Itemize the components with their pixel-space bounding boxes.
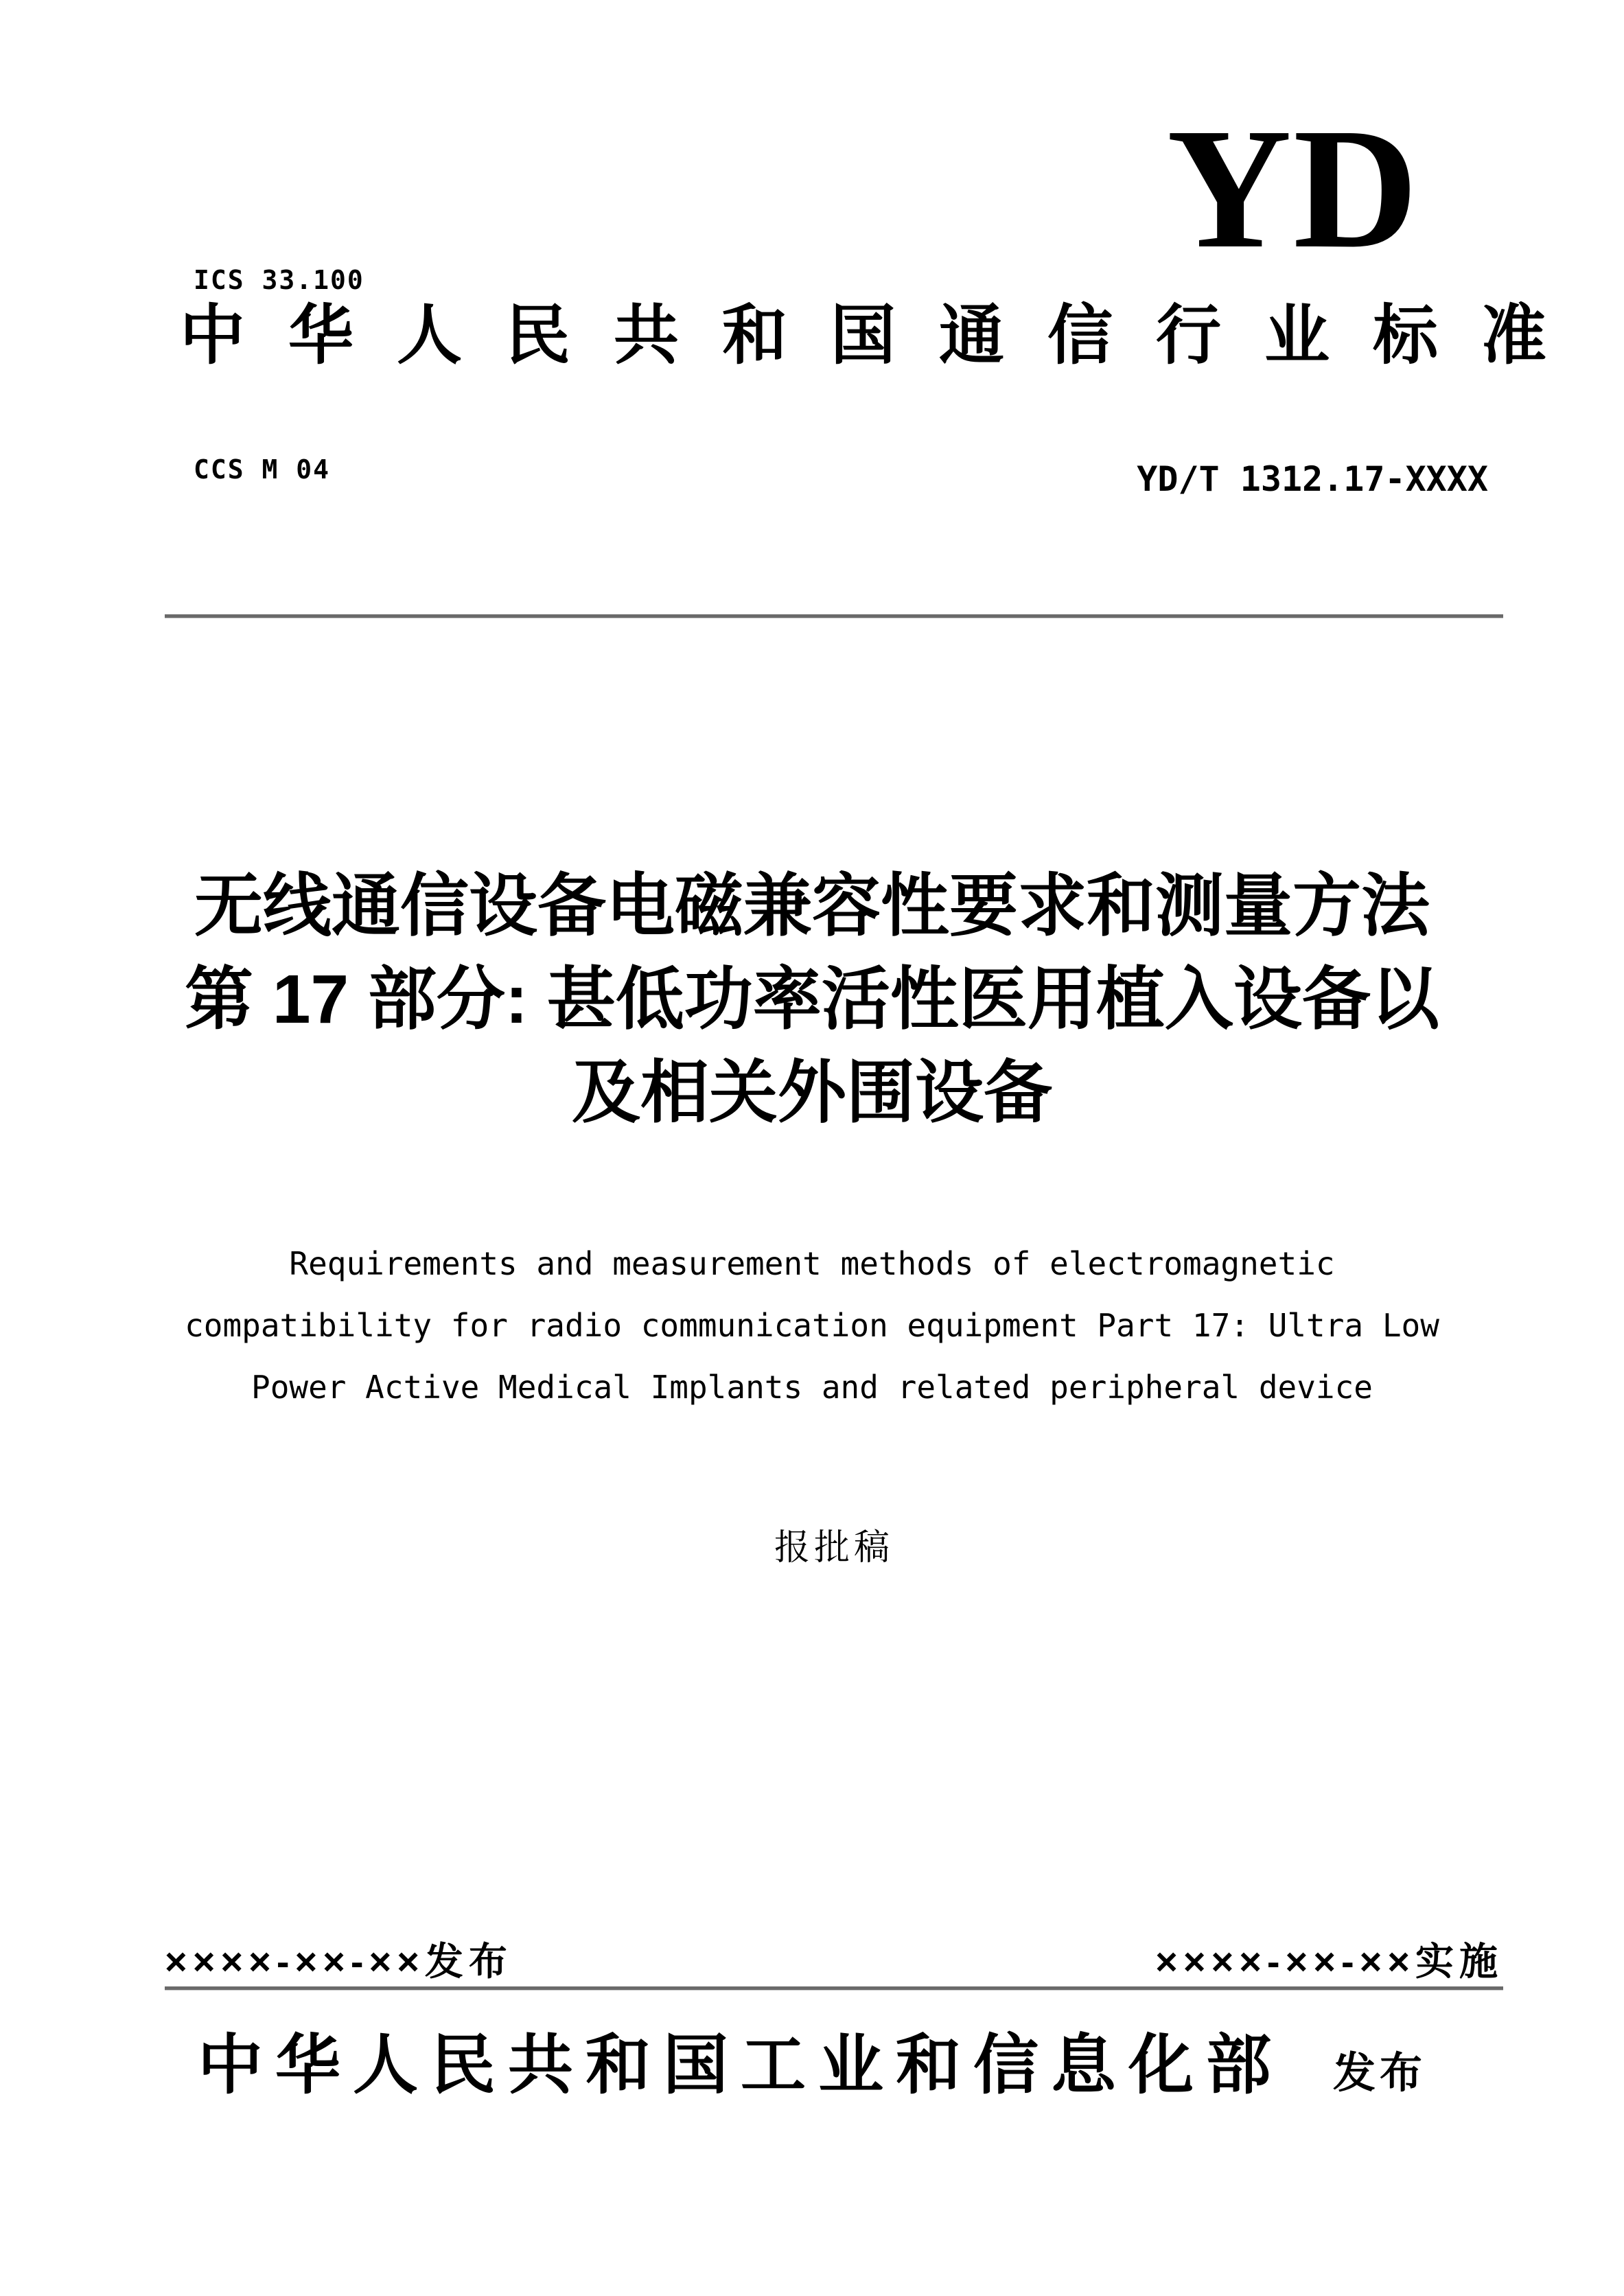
publisher-row — [0, 2029, 1624, 2102]
implementation-date: ××××-××-××实施 — [1155, 1940, 1503, 1983]
top-divider — [165, 614, 1503, 618]
draft-status: 报批稿 — [774, 1527, 894, 1568]
document-title-chinese — [0, 859, 1624, 1139]
standard-number: YD/T 1312.17-XXXX — [1137, 459, 1488, 499]
title-en-line-1: Requirements and measurement methods of electromagnetic — [289, 1245, 1335, 1282]
publisher-name: 中华人民共和国工业和信息化部 — [197, 2029, 1284, 2102]
publish-label: 发布 — [1333, 2050, 1427, 2097]
title-en-line-2: compatibility for radio communication equipment Part 17: Ultra Low — [185, 1307, 1439, 1344]
bottom-divider — [165, 1986, 1503, 1991]
ics-code: ICS 33.100 — [194, 265, 364, 295]
ccs-code: CCS M 04 — [194, 454, 331, 485]
classification-codes — [194, 122, 364, 627]
title-cn-line-1: 无线通信设备电磁兼容性要求和测量方法 — [194, 868, 1430, 944]
title-cn-line-2: 第 17 部分: 甚低功率活性医用植入设备以 — [185, 961, 1439, 1038]
page-title: 中华人民共和国通信行业标准 — [180, 299, 1590, 372]
title-cn-line-3: 及相关外围设备 — [572, 1054, 1052, 1131]
release-date: ××××-××-××发布 — [165, 1940, 513, 1983]
yd-logo: YD — [1167, 92, 1419, 284]
document-title-english — [0, 1233, 1624, 1418]
title-en-line-3: Power Active Medical Implants and related peripheral device — [251, 1369, 1373, 1406]
date-row — [165, 1940, 1503, 1983]
